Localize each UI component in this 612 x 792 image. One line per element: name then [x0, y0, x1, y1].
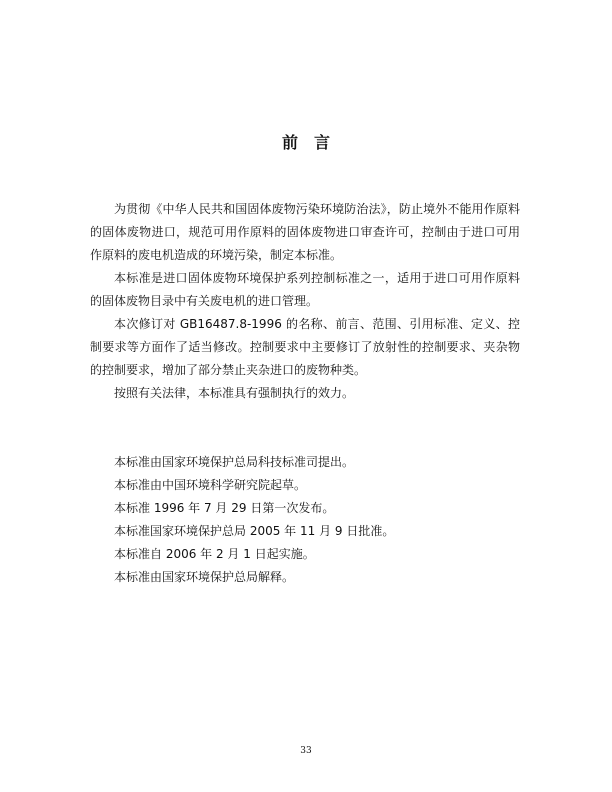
note-line-5: 本标准自 2006 年 2 月 1 日起实施。: [114, 547, 315, 561]
note-line-2: 本标准由中国环境科学研究院起草。: [114, 478, 307, 492]
note-line-1: 本标准由国家环境保护总局科技标准司提出。: [114, 455, 355, 469]
paragraph-2: 本标准是进口固体废物环境保护系列控制标准之一，适用于进口可用作原料的固体废物目录中有关废电机的进口管理。: [90, 271, 520, 308]
page-title: 前 言: [281, 133, 330, 152]
paragraph-4: 按照有关法律，本标准具有强制执行的效力。: [114, 386, 355, 400]
page-number: 33: [300, 746, 312, 756]
note-line-3: 本标准 1996 年 7 月 29 日第一次发布。: [114, 501, 335, 515]
paragraph-1: 为贯彻《中华人民共和国固体废物污染环境防治法》，防止境外不能用作原料的固体废物进口，规范可用作原料的固体废物进口审查许可，控制由于进口可用作原料的废电机造成的环境污染，制定本标准。: [90, 202, 520, 262]
note-line-4: 本标准国家环境保护总局 2005 年 11 月 9 日批准。: [114, 524, 395, 538]
paragraph-3: 本次修订对 GB16487.8-1996 的名称、前言、范围、引用标准、定义、控制要求等方面作了适当修改。控制要求中主要修订了放射性的控制要求、夹杂物的控制要求，增加了部分禁止夹杂进口的废物种类。: [90, 317, 520, 377]
note-line-6: 本标准由国家环境保护总局解释。: [114, 570, 295, 584]
